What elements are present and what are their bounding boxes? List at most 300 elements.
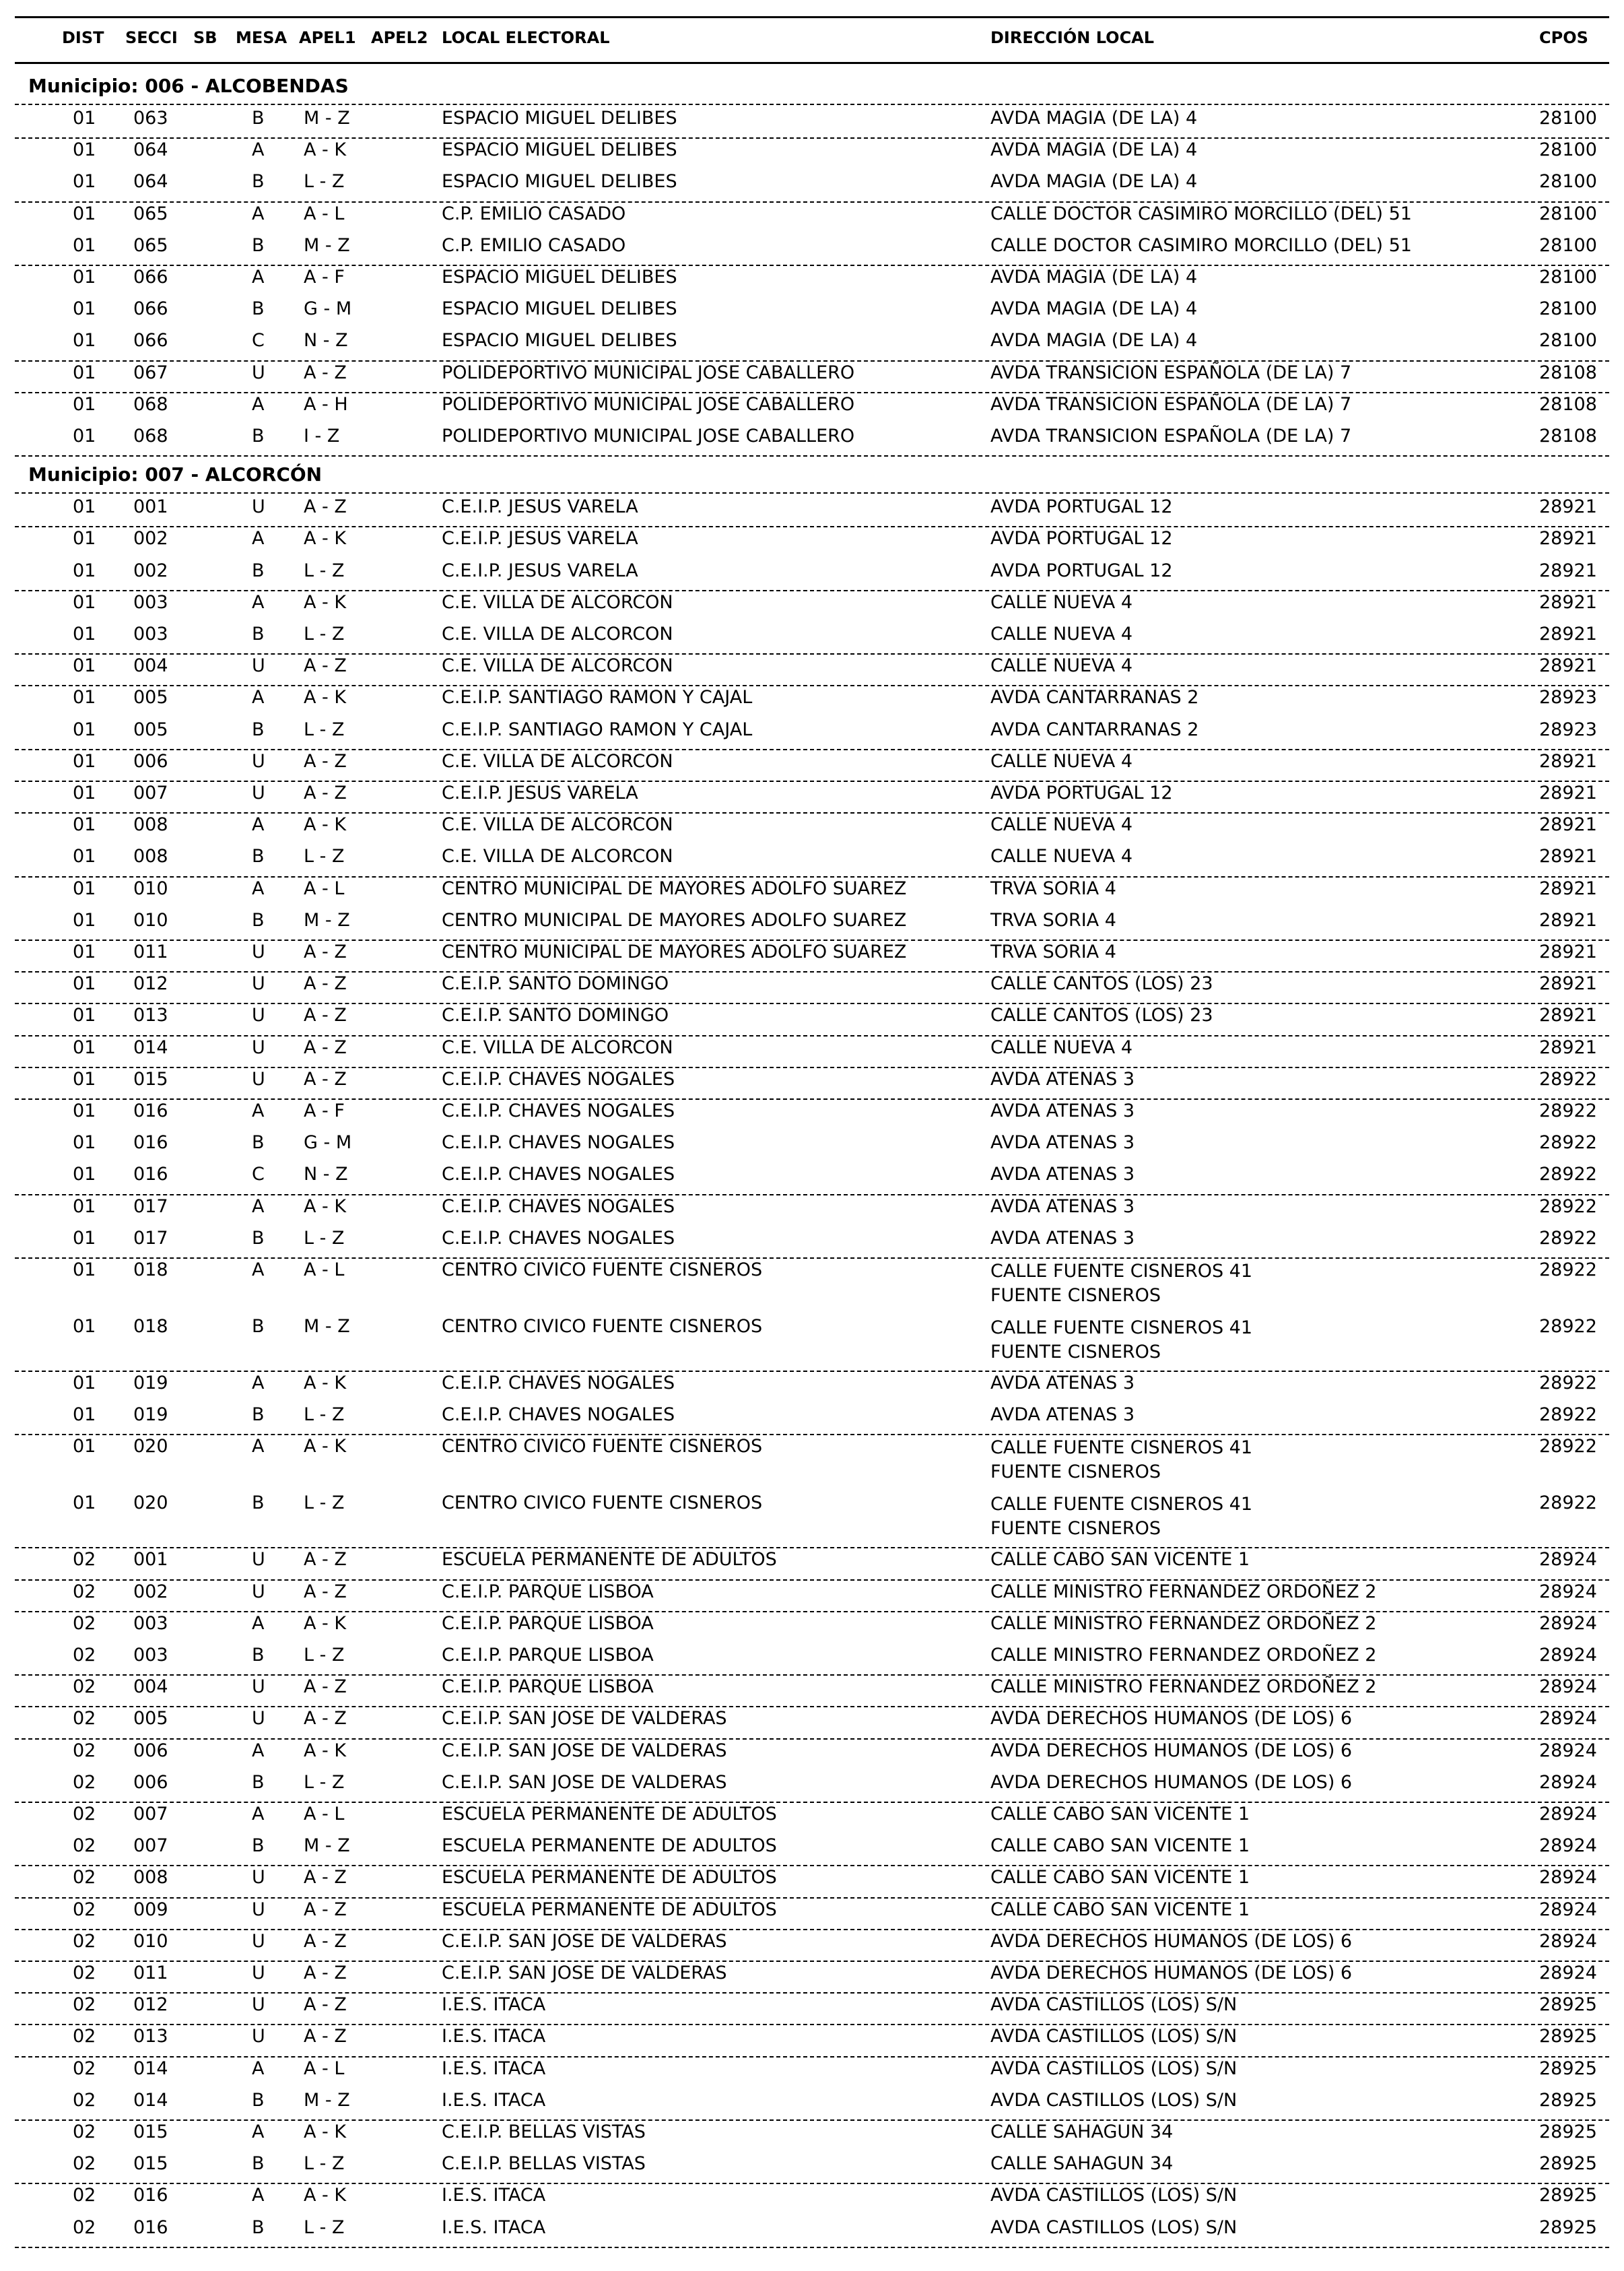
cell-mesa: B <box>252 2153 265 2175</box>
cell-local-electoral: CENTRO CIVICO FUENTE CISNEROS <box>442 1436 763 1457</box>
table-row <box>0 2121 1624 2153</box>
cell-secci: 065 <box>133 203 168 224</box>
cell-direccion <box>990 783 1173 804</box>
cell-apel: A - Z <box>304 942 347 962</box>
cell-apel: M - Z <box>304 909 350 931</box>
table-row <box>0 878 1624 910</box>
cell-apel: L - Z <box>304 1404 345 1426</box>
cell-secci: 015 <box>133 1068 168 1090</box>
cell-direccion <box>990 878 1116 900</box>
table-row <box>0 1581 1624 1613</box>
cell-dist: 01 <box>73 1404 96 1426</box>
cell-mesa: U <box>252 362 265 383</box>
cell-local-electoral: C.E. VILLA DE ALCORCON <box>442 624 673 645</box>
table-row <box>0 1676 1624 1708</box>
cell-direccion <box>990 1931 1352 1952</box>
cell-direccion <box>990 1772 1352 1793</box>
cell-mesa: A <box>252 1612 265 1634</box>
table-row <box>0 1259 1624 1316</box>
cell-local-electoral: C.E.I.P. CHAVES NOGALES <box>442 1404 675 1426</box>
row-separator <box>15 1194 1609 1195</box>
cell-cpos: 28108 <box>1539 362 1597 383</box>
cell-local-electoral: ESPACIO MIGUEL DELIBES <box>442 139 677 161</box>
cell-apel: A - Z <box>304 750 347 772</box>
direccion-line-1: CALLE FUENTE CISNEROS 41 <box>990 1494 1253 1515</box>
cell-cpos: 28921 <box>1539 560 1597 581</box>
table-row <box>0 592 1624 624</box>
header-cpos: CPOS <box>1539 28 1588 47</box>
cell-cpos: 28108 <box>1539 426 1597 447</box>
table-row <box>0 1804 1624 1835</box>
cell-cpos: 28925 <box>1539 2185 1597 2206</box>
cell-secci: 008 <box>133 1867 168 1888</box>
table-row <box>0 1899 1624 1931</box>
cell-local-electoral: C.E.I.P. SANTIAGO RAMON Y CAJAL <box>442 687 753 709</box>
column-header-row <box>0 24 1624 51</box>
table-row <box>0 1005 1624 1036</box>
cell-secci: 013 <box>133 1005 168 1026</box>
cell-direccion <box>990 655 1132 677</box>
cell-mesa: B <box>252 909 265 931</box>
direccion-line-1: AVDA ATENAS 3 <box>990 1132 1135 1154</box>
cell-local-electoral: POLIDEPORTIVO MUNICIPAL JOSE CABALLERO <box>442 393 855 415</box>
cell-secci: 002 <box>133 560 168 581</box>
cell-apel: N - Z <box>304 330 348 352</box>
cell-apel: A - Z <box>304 973 347 995</box>
cell-secci: 064 <box>133 139 168 161</box>
cell-dist: 01 <box>73 1100 96 1121</box>
cell-local-electoral: ESCUELA PERMANENTE DE ADULTOS <box>442 1549 777 1571</box>
cell-cpos: 28921 <box>1539 591 1597 613</box>
cell-local-electoral: C.E.I.P. BELLAS VISTAS <box>442 2153 646 2175</box>
cell-cpos: 28924 <box>1539 1867 1597 1888</box>
cell-local-electoral: C.E.I.P. SANTO DOMINGO <box>442 973 669 995</box>
cell-secci: 066 <box>133 267 168 288</box>
cell-cpos: 28921 <box>1539 655 1597 677</box>
cell-local-electoral: C.E.I.P. SAN JOSE DE VALDERAS <box>442 1740 727 1761</box>
table-row <box>0 942 1624 973</box>
cell-dist: 01 <box>73 909 96 931</box>
direccion-line-1: AVDA ATENAS 3 <box>990 1373 1135 1393</box>
cell-secci: 066 <box>133 298 168 320</box>
cell-secci: 003 <box>133 591 168 613</box>
cell-direccion <box>990 1676 1376 1698</box>
table-row <box>0 1867 1624 1899</box>
cell-direccion <box>990 528 1173 550</box>
table-row <box>0 267 1624 298</box>
direccion-line-1: CALLE SAHAGUN 34 <box>990 2153 1174 2175</box>
direccion-line-1: CALLE NUEVA 4 <box>990 814 1133 836</box>
direccion-line-1: AVDA ATENAS 3 <box>990 1195 1135 1217</box>
cell-direccion <box>990 1708 1352 1730</box>
row-separator <box>15 265 1609 266</box>
cell-secci: 067 <box>133 362 168 383</box>
row-separator <box>15 1992 1609 1994</box>
direccion-line-1: CALLE CABO SAN VICENTE 1 <box>990 1867 1250 1888</box>
cell-apel: A - L <box>304 1259 345 1280</box>
cell-apel: A - Z <box>304 1676 347 1698</box>
cell-mesa: B <box>252 560 265 581</box>
direccion-line-1: CALLE MINISTRO FERNANDEZ ORDOÑEZ 2 <box>990 1676 1377 1698</box>
cell-dist: 01 <box>73 1259 96 1280</box>
cell-local-electoral: C.E. VILLA DE ALCORCON <box>442 750 673 772</box>
cell-cpos: 28108 <box>1539 393 1597 415</box>
cell-apel: A - K <box>304 2185 347 2206</box>
cell-secci: 014 <box>133 1036 168 1058</box>
cell-secci: 001 <box>133 496 168 518</box>
cell-dist: 01 <box>73 1436 96 1457</box>
header-bottom-rule <box>15 62 1609 64</box>
cell-secci: 064 <box>133 171 168 193</box>
cell-direccion <box>990 2217 1237 2239</box>
cell-cpos: 28925 <box>1539 2026 1597 2047</box>
direccion-line-1: AVDA TRANSICION ESPAÑOLA (DE LA) 7 <box>990 362 1352 383</box>
table-row <box>0 655 1624 687</box>
header-apel1: APEL1 <box>299 28 356 47</box>
direccion-line-1: AVDA DERECHOS HUMANOS (DE LOS) 6 <box>990 1930 1353 1952</box>
row-separator <box>15 1961 1609 1962</box>
direccion-line-1: CALLE SAHAGUN 34 <box>990 2121 1174 2142</box>
cell-local-electoral: C.E.I.P. JESUS VARELA <box>442 496 638 518</box>
cell-mesa: U <box>252 1676 265 1698</box>
header-top-rule <box>15 16 1609 18</box>
direccion-line-1: CALLE NUEVA 4 <box>990 1036 1133 1058</box>
cell-apel: A - Z <box>304 1005 347 1026</box>
cell-local-electoral: C.E.I.P. SAN JOSE DE VALDERAS <box>442 1963 727 1983</box>
direccion-line-2: FUENTE CISNEROS <box>990 1518 1161 1540</box>
table-row <box>0 2090 1624 2121</box>
cell-local-electoral: ESPACIO MIGUEL DELIBES <box>442 267 677 288</box>
row-separator <box>15 201 1609 203</box>
cell-local-electoral: ESCUELA PERMANENTE DE ADULTOS <box>442 1867 777 1888</box>
cell-local-electoral: C.E.I.P. CHAVES NOGALES <box>442 1132 675 1154</box>
cell-local-electoral: POLIDEPORTIVO MUNICIPAL JOSE CABALLERO <box>442 426 855 447</box>
direccion-line-1: AVDA DERECHOS HUMANOS (DE LOS) 6 <box>990 1771 1353 1793</box>
table-row <box>0 2217 1624 2249</box>
row-separator <box>15 653 1609 655</box>
cell-apel: A - K <box>304 139 347 161</box>
cell-mesa: A <box>252 203 265 224</box>
cell-local-electoral: C.E.I.P. SAN JOSE DE VALDERAS <box>442 1930 727 1952</box>
row-separator <box>15 137 1609 139</box>
cell-mesa: C <box>252 1164 265 1185</box>
cell-mesa: A <box>252 393 265 415</box>
cell-local-electoral: C.E. VILLA DE ALCORCON <box>442 655 673 677</box>
table-row <box>0 1492 1624 1549</box>
cell-local-electoral: C.E.I.P. SAN JOSE DE VALDERAS <box>442 1708 727 1730</box>
cell-dist: 02 <box>73 2058 96 2079</box>
cell-apel: A - Z <box>304 1930 347 1952</box>
cell-cpos: 28922 <box>1539 1132 1597 1154</box>
cell-mesa: C <box>252 330 265 352</box>
table-row <box>0 2185 1624 2216</box>
cell-dist: 01 <box>73 1036 96 1058</box>
cell-local-electoral: C.E.I.P. JESUS VARELA <box>442 783 638 803</box>
cell-dist: 01 <box>73 973 96 995</box>
cell-cpos: 28100 <box>1539 139 1597 161</box>
row-separator <box>15 1434 1609 1435</box>
cell-direccion <box>990 2026 1237 2047</box>
row-separator <box>15 1035 1609 1036</box>
cell-local-electoral: C.E.I.P. SANTO DOMINGO <box>442 1005 669 1026</box>
cell-cpos: 28922 <box>1539 1227 1597 1249</box>
cell-cpos: 28921 <box>1539 973 1597 995</box>
table-row <box>0 560 1624 592</box>
direccion-line-1: AVDA CASTILLOS (LOS) S/N <box>990 1994 1238 2016</box>
cell-local-electoral: C.E.I.P. CHAVES NOGALES <box>442 1227 675 1249</box>
cell-direccion <box>990 203 1412 225</box>
cell-apel: G - M <box>304 298 352 320</box>
cell-mesa: U <box>252 1068 265 1090</box>
cell-local-electoral: C.E.I.P. PARQUE LISBOA <box>442 1612 654 1634</box>
cell-direccion <box>990 1994 1237 2016</box>
cell-local-electoral: ESPACIO MIGUEL DELIBES <box>442 171 677 193</box>
cell-cpos: 28924 <box>1539 1708 1597 1730</box>
row-separator <box>15 1802 1609 1803</box>
direccion-line-2: FUENTE CISNEROS <box>990 1461 1161 1483</box>
cell-local-electoral: ESCUELA PERMANENTE DE ADULTOS <box>442 1835 777 1857</box>
direccion-line-1: AVDA MAGIA (DE LA) 4 <box>990 108 1198 129</box>
cell-mesa: B <box>252 2216 265 2238</box>
cell-cpos: 28924 <box>1539 1740 1597 1761</box>
cell-apel: L - Z <box>304 624 345 645</box>
cell-apel: M - Z <box>304 2089 350 2111</box>
cell-cpos: 28100 <box>1539 234 1597 256</box>
direccion-line-1: AVDA CANTARRANAS 2 <box>990 719 1199 740</box>
row-separator <box>15 1738 1609 1740</box>
cell-secci: 068 <box>133 426 168 447</box>
cell-apel: A - F <box>304 267 345 288</box>
direccion-line-1: TRVA SORIA 4 <box>990 909 1116 931</box>
cell-direccion <box>990 592 1132 614</box>
cell-direccion <box>990 2121 1173 2143</box>
cell-dist: 01 <box>73 814 96 836</box>
cell-local-electoral: C.P. EMILIO CASADO <box>442 203 626 224</box>
cell-secci: 002 <box>133 528 168 550</box>
cell-mesa: B <box>252 108 265 129</box>
cell-secci: 012 <box>133 1994 168 2016</box>
cell-mesa: A <box>252 878 265 899</box>
direccion-line-2: FUENTE CISNEROS <box>990 1285 1161 1306</box>
table-row <box>0 1549 1624 1581</box>
cell-dist: 02 <box>73 1708 96 1730</box>
cell-local-electoral: C.E.I.P. BELLAS VISTAS <box>442 2121 646 2142</box>
direccion-line-1: CALLE FUENTE CISNEROS 41 <box>990 1437 1253 1459</box>
cell-direccion <box>990 1963 1352 1984</box>
direccion-line-1: CALLE CANTOS (LOS) 23 <box>990 1005 1213 1026</box>
cell-apel: L - Z <box>304 719 345 740</box>
cell-cpos: 28921 <box>1539 783 1597 803</box>
row-separator <box>15 1547 1609 1548</box>
cell-apel: A - Z <box>304 1581 347 1602</box>
cell-mesa: B <box>252 1645 265 1666</box>
cell-mesa: U <box>252 1867 265 1888</box>
cell-apel: A - K <box>304 814 347 836</box>
cell-mesa: B <box>252 298 265 320</box>
cell-apel: A - Z <box>304 1068 347 1090</box>
cell-cpos: 28924 <box>1539 1676 1597 1698</box>
cell-local-electoral: I.E.S. ITACA <box>442 2058 546 2079</box>
table-row <box>0 814 1624 846</box>
cell-dist: 01 <box>73 528 96 550</box>
cell-apel: A - Z <box>304 2026 347 2047</box>
cell-secci: 008 <box>133 846 168 867</box>
cell-mesa: U <box>252 655 265 677</box>
direccion-line-1: CALLE CABO SAN VICENTE 1 <box>990 1835 1250 1857</box>
cell-cpos: 28925 <box>1539 2089 1597 2111</box>
table-row <box>0 1645 1624 1676</box>
cell-mesa: U <box>252 1581 265 1602</box>
cell-mesa: U <box>252 1994 265 2016</box>
cell-secci: 019 <box>133 1404 168 1426</box>
table-row <box>0 1436 1624 1492</box>
cell-secci: 006 <box>133 1771 168 1793</box>
table-row <box>0 719 1624 751</box>
cell-secci: 010 <box>133 878 168 899</box>
cell-mesa: B <box>252 1404 265 1426</box>
direccion-line-1: AVDA CASTILLOS (LOS) S/N <box>990 2185 1238 2206</box>
cell-dist: 02 <box>73 1930 96 1952</box>
cell-cpos: 28921 <box>1539 909 1597 931</box>
cell-dist: 02 <box>73 1549 96 1571</box>
cell-direccion <box>990 394 1351 416</box>
cell-direccion <box>990 496 1173 518</box>
header-dist: DIST <box>62 28 104 47</box>
row-separator <box>15 1098 1609 1100</box>
table-row <box>0 235 1624 267</box>
cell-cpos: 28924 <box>1539 1771 1597 1793</box>
cell-secci: 011 <box>133 942 168 962</box>
cell-dist: 02 <box>73 2185 96 2206</box>
cell-local-electoral: ESPACIO MIGUEL DELIBES <box>442 298 677 320</box>
direccion-line-1: AVDA DERECHOS HUMANOS (DE LOS) 6 <box>990 1963 1353 1983</box>
table-row <box>0 362 1624 394</box>
cell-secci: 020 <box>133 1436 168 1457</box>
direccion-line-1: CALLE NUEVA 4 <box>990 846 1133 867</box>
cell-dist: 02 <box>73 2216 96 2238</box>
cell-cpos: 28921 <box>1539 750 1597 772</box>
cell-local-electoral: CENTRO MUNICIPAL DE MAYORES ADOLFO SUAREZ <box>442 878 907 899</box>
cell-mesa: U <box>252 942 265 962</box>
table-row <box>0 496 1624 528</box>
cell-local-electoral: C.E.I.P. PARQUE LISBOA <box>442 1676 654 1698</box>
cell-dist: 01 <box>73 719 96 740</box>
row-separator <box>15 392 1609 393</box>
cell-direccion <box>990 1316 1252 1364</box>
cell-dist: 01 <box>73 267 96 288</box>
cell-secci: 004 <box>133 655 168 677</box>
table-row <box>0 1835 1624 1867</box>
cell-direccion <box>990 362 1351 384</box>
cell-cpos: 28100 <box>1539 267 1597 288</box>
cell-direccion <box>990 1132 1135 1154</box>
cell-cpos: 28921 <box>1539 496 1597 518</box>
cell-direccion <box>990 560 1173 582</box>
cell-secci: 007 <box>133 1835 168 1857</box>
direccion-line-1: AVDA PORTUGAL 12 <box>990 560 1173 581</box>
cell-direccion <box>990 910 1116 931</box>
cell-cpos: 28921 <box>1539 528 1597 550</box>
cell-direccion <box>990 1549 1250 1571</box>
cell-direccion <box>990 1164 1135 1185</box>
cell-dist: 02 <box>73 1645 96 1666</box>
table-row <box>0 1037 1624 1069</box>
cell-direccion <box>990 330 1197 352</box>
table-row <box>0 973 1624 1005</box>
cell-dist: 02 <box>73 2089 96 2111</box>
cell-secci: 012 <box>133 973 168 995</box>
cell-direccion <box>990 942 1116 963</box>
direccion-line-1: TRVA SORIA 4 <box>990 878 1116 899</box>
cell-secci: 003 <box>133 1645 168 1666</box>
table-row <box>0 1164 1624 1195</box>
cell-local-electoral: C.E. VILLA DE ALCORCON <box>442 814 673 836</box>
table-row <box>0 1316 1624 1373</box>
cell-secci: 010 <box>133 1930 168 1952</box>
cell-cpos: 28100 <box>1539 330 1597 352</box>
cell-secci: 065 <box>133 234 168 256</box>
cell-direccion <box>990 1037 1132 1059</box>
direccion-line-1: CALLE CABO SAN VICENTE 1 <box>990 1549 1250 1571</box>
cell-dist: 02 <box>73 1963 96 1983</box>
row-separator <box>15 685 1609 686</box>
row-separator <box>15 812 1609 814</box>
header-apel2: APEL2 <box>371 28 428 47</box>
cell-dist: 02 <box>73 2026 96 2047</box>
direccion-line-1: AVDA ATENAS 3 <box>990 1068 1135 1090</box>
row-separator <box>15 971 1609 973</box>
cell-local-electoral: ESCUELA PERMANENTE DE ADULTOS <box>442 1899 777 1920</box>
cell-local-electoral: C.E. VILLA DE ALCORCON <box>442 1036 673 1058</box>
cell-secci: 068 <box>133 393 168 415</box>
cell-cpos: 28922 <box>1539 1373 1597 1393</box>
cell-local-electoral: C.E.I.P. CHAVES NOGALES <box>442 1100 675 1121</box>
direccion-line-1: CALLE FUENTE CISNEROS 41 <box>990 1261 1253 1282</box>
direccion-line-1: AVDA MAGIA (DE LA) 4 <box>990 330 1198 352</box>
cell-apel: L - Z <box>304 2216 345 2238</box>
cell-secci: 005 <box>133 719 168 740</box>
table-row <box>0 751 1624 783</box>
cell-apel: L - Z <box>304 560 345 581</box>
cell-dist: 01 <box>73 330 96 352</box>
cell-dist: 01 <box>73 393 96 415</box>
cell-mesa: A <box>252 687 265 709</box>
row-separator <box>15 1579 1609 1581</box>
direccion-line-1: AVDA PORTUGAL 12 <box>990 528 1173 550</box>
row-separator <box>15 2183 1609 2184</box>
cell-mesa: U <box>252 973 265 995</box>
cell-secci: 016 <box>133 1164 168 1185</box>
cell-apel: A - L <box>304 1804 345 1824</box>
cell-apel: L - Z <box>304 171 345 193</box>
cell-dist: 01 <box>73 1316 96 1337</box>
direccion-line-1: CALLE MINISTRO FERNANDEZ ORDOÑEZ 2 <box>990 1645 1377 1666</box>
table-row <box>0 2153 1624 2185</box>
cell-cpos: 28921 <box>1539 878 1597 899</box>
table-row <box>0 2026 1624 2058</box>
cell-cpos: 28922 <box>1539 1164 1597 1185</box>
cell-cpos: 28924 <box>1539 1645 1597 1666</box>
cell-cpos: 28100 <box>1539 203 1597 224</box>
direccion-line-1: CALLE CABO SAN VICENTE 1 <box>990 1804 1250 1824</box>
cell-direccion <box>990 846 1132 867</box>
table-row <box>0 1772 1624 1804</box>
cell-mesa: A <box>252 528 265 550</box>
row-separator <box>15 1897 1609 1899</box>
cell-mesa: U <box>252 1899 265 1920</box>
cell-secci: 003 <box>133 624 168 645</box>
cell-cpos: 28925 <box>1539 1994 1597 2016</box>
